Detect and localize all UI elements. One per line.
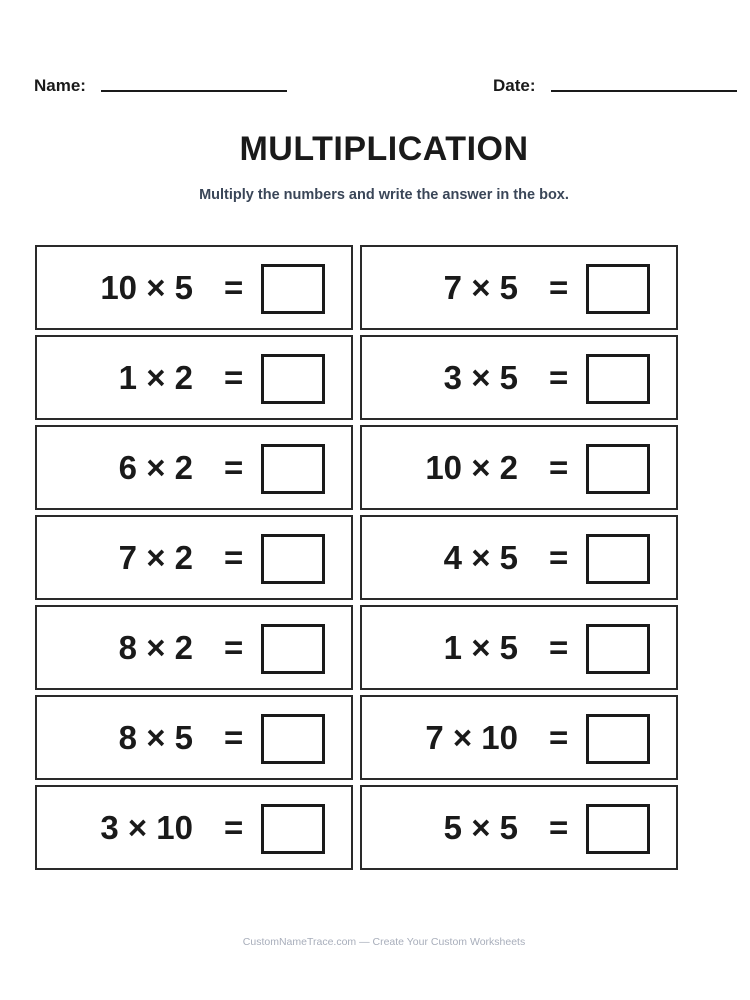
problem-cell bbox=[360, 785, 678, 870]
equals-sign: = bbox=[549, 809, 569, 846]
answer-box[interactable] bbox=[261, 714, 325, 764]
equals-sign: = bbox=[224, 719, 244, 756]
problem-cell bbox=[35, 515, 353, 600]
answer-box[interactable] bbox=[261, 444, 325, 494]
date-label: Date: bbox=[493, 76, 536, 95]
equals-sign: = bbox=[549, 539, 569, 576]
problem-cell bbox=[35, 785, 353, 870]
answer-box[interactable] bbox=[586, 804, 650, 854]
equals-sign: = bbox=[549, 629, 569, 666]
problem-expression: 4 × 5 bbox=[443, 539, 518, 576]
problem-expression: 7 × 5 bbox=[443, 269, 518, 306]
problem-cell bbox=[35, 245, 353, 330]
page-title: MULTIPLICATION bbox=[239, 130, 529, 168]
equals-sign: = bbox=[224, 809, 244, 846]
problem-cell bbox=[360, 245, 678, 330]
problem-cell bbox=[35, 425, 353, 510]
problem-expression: 5 × 5 bbox=[443, 809, 518, 846]
equals-sign: = bbox=[224, 449, 244, 486]
problem-expression: 8 × 2 bbox=[118, 629, 193, 666]
problem-expression: 8 × 5 bbox=[118, 719, 193, 756]
answer-box[interactable] bbox=[261, 534, 325, 584]
equals-sign: = bbox=[224, 359, 244, 396]
answer-box[interactable] bbox=[586, 354, 650, 404]
answer-box[interactable] bbox=[586, 714, 650, 764]
problem-expression: 3 × 10 bbox=[100, 809, 193, 846]
answer-box[interactable] bbox=[261, 804, 325, 854]
equals-sign: = bbox=[549, 269, 569, 306]
name-field[interactable] bbox=[101, 90, 287, 92]
problem-cell bbox=[360, 605, 678, 690]
problem-cell bbox=[35, 605, 353, 690]
name-label: Name: bbox=[34, 76, 86, 95]
problem-expression: 10 × 2 bbox=[425, 449, 518, 486]
problem-expression: 7 × 10 bbox=[425, 719, 518, 756]
problem-cell bbox=[360, 695, 678, 780]
answer-box[interactable] bbox=[586, 534, 650, 584]
equals-sign: = bbox=[549, 719, 569, 756]
equals-sign: = bbox=[224, 269, 244, 306]
answer-box[interactable] bbox=[261, 624, 325, 674]
equals-sign: = bbox=[224, 629, 244, 666]
answer-box[interactable] bbox=[586, 624, 650, 674]
problem-expression: 1 × 2 bbox=[118, 359, 193, 396]
equals-sign: = bbox=[549, 449, 569, 486]
answer-box[interactable] bbox=[261, 354, 325, 404]
problem-cell bbox=[360, 515, 678, 600]
equals-sign: = bbox=[224, 539, 244, 576]
problem-expression: 6 × 2 bbox=[118, 449, 193, 486]
problem-cell bbox=[360, 425, 678, 510]
problem-expression: 1 × 5 bbox=[443, 629, 518, 666]
date-field[interactable] bbox=[551, 90, 737, 92]
problem-expression: 3 × 5 bbox=[443, 359, 518, 396]
problem-expression: 10 × 5 bbox=[100, 269, 193, 306]
answer-box[interactable] bbox=[261, 264, 325, 314]
instructions-text: Multiply the numbers and write the answer in the box. bbox=[199, 187, 569, 203]
problem-cell bbox=[35, 335, 353, 420]
problem-cell bbox=[35, 695, 353, 780]
problem-expression: 7 × 2 bbox=[118, 539, 193, 576]
answer-box[interactable] bbox=[586, 444, 650, 494]
equals-sign: = bbox=[549, 359, 569, 396]
footer-credit: CustomNameTrace.com — Create Your Custom Worksheets bbox=[242, 936, 526, 948]
problem-cell bbox=[360, 335, 678, 420]
answer-box[interactable] bbox=[586, 264, 650, 314]
